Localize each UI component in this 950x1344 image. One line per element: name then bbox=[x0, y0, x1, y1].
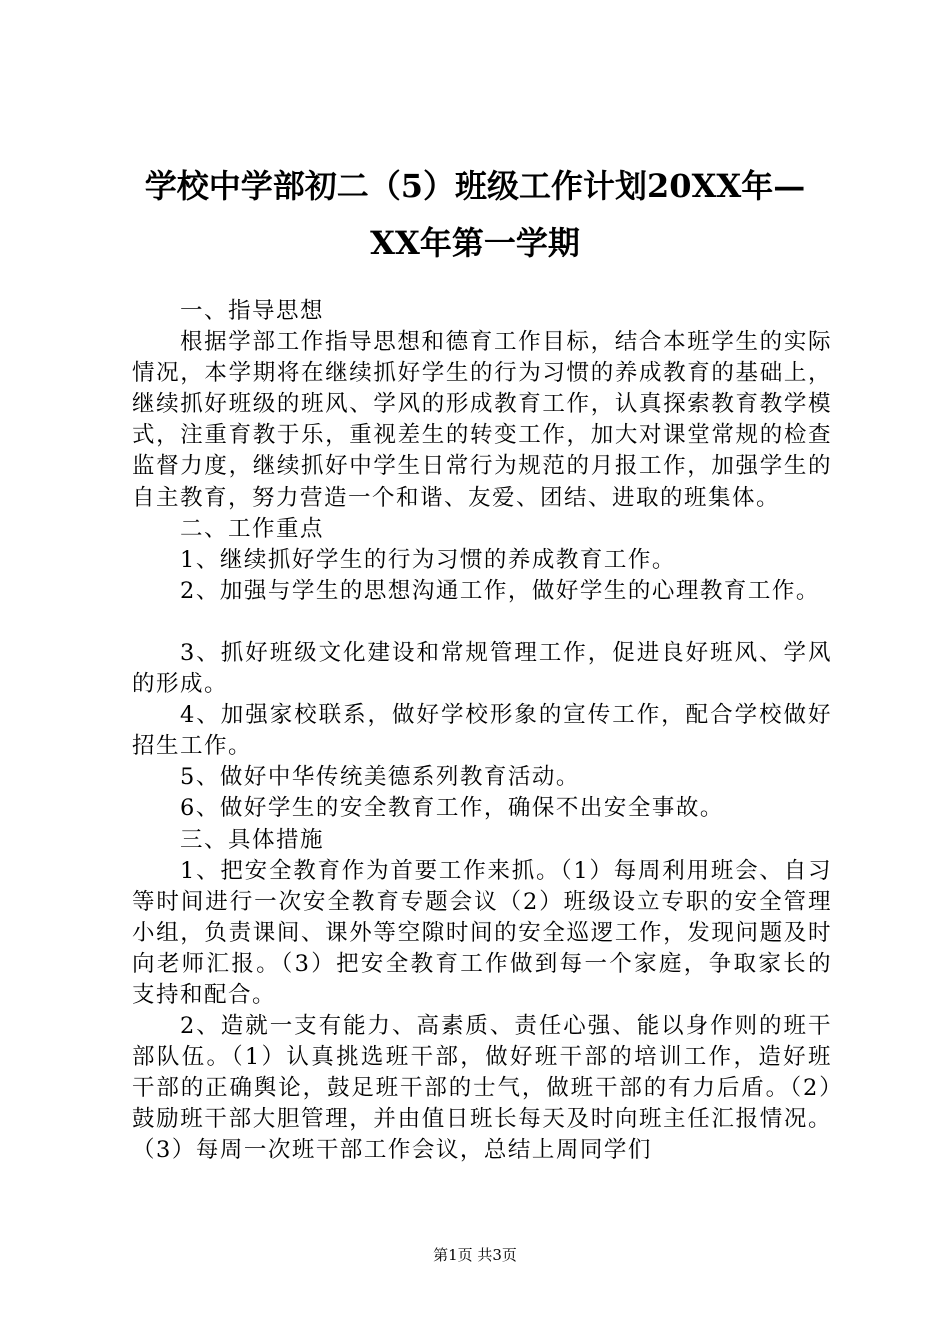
page-footer: 第1页 共3页 bbox=[433, 1246, 517, 1264]
work-focus-item-2: 2、加强与学生的思想沟通工作，做好学生的心理教育工作。 bbox=[180, 577, 820, 604]
document-title-line-1: 学校中学部初二（5）班级工作计划20XX年— bbox=[144, 167, 806, 205]
work-focus-item-5: 5、做好中华传统美德系列教育活动。 bbox=[180, 764, 580, 791]
work-focus-item-3: 3、抓好班级文化建设和常规管理工作，促进良好班风、学风的形成。 bbox=[132, 639, 832, 698]
section-heading-work-focus: 二、工作重点 bbox=[180, 515, 325, 542]
measure-paragraph-2: 2、造就一支有能力、高素质、责任心强、能以身作则的班干部队伍。（1）认真挑选班干部，做好班干部的培训工作，造好班干部的正确舆论，鼓足班干部的士气，做班干部的有力后盾。（2）鼓励班干部大胆管理，并由值日班长每天及时向班主任汇报情况。（3）每周一次班干部工作会议，总结上周同学们 bbox=[132, 1013, 832, 1164]
work-focus-item-4: 4、加强家校联系，做好学校形象的宣传工作，配合学校做好招生工作。 bbox=[132, 702, 832, 760]
section-heading-guiding-ideology: 一、指导思想 bbox=[180, 298, 325, 324]
paragraph-guiding-ideology: 根据学部工作指导思想和德育工作目标，结合本班学生的实际情况，本学期将在继续抓好学生的行为习惯的养成教育的基础上，继续抓好班级的班风、学风的形成教育工作，认真探索教育教学模式，注重育教于乐，重视差生的转变工作，加大对课堂常规的检查监督力度，继续抓好中学生日常行为规范的月报工作，加强学生的自主教育，努力营造一个和谐、友爱、团结、进取的班集体。 bbox=[132, 329, 832, 511]
work-focus-item-6: 6、做好学生的安全教育工作，确保不出安全事故。 bbox=[180, 795, 724, 822]
document-body bbox=[132, 296, 832, 1167]
blank-line bbox=[132, 607, 832, 638]
document-title-line-2: XX年第一学期 bbox=[370, 224, 580, 262]
work-focus-item-1: 1、继续抓好学生的行为习惯的养成教育工作。 bbox=[180, 546, 676, 573]
section-heading-specific-measures: 三、具体措施 bbox=[180, 826, 325, 853]
measure-paragraph-1: 1、把安全教育作为首要工作来抓。（1）每周利用班会、自习等时间进行一次安全教育专题会议（2）班级设立专职的安全管理小组，负责课间、课外等空隙时间的安全巡逻工作，发现问题及时向老师汇报。（3）把安全教育工作做到每一个家庭，争取家长的支持和配合。 bbox=[132, 857, 832, 1008]
